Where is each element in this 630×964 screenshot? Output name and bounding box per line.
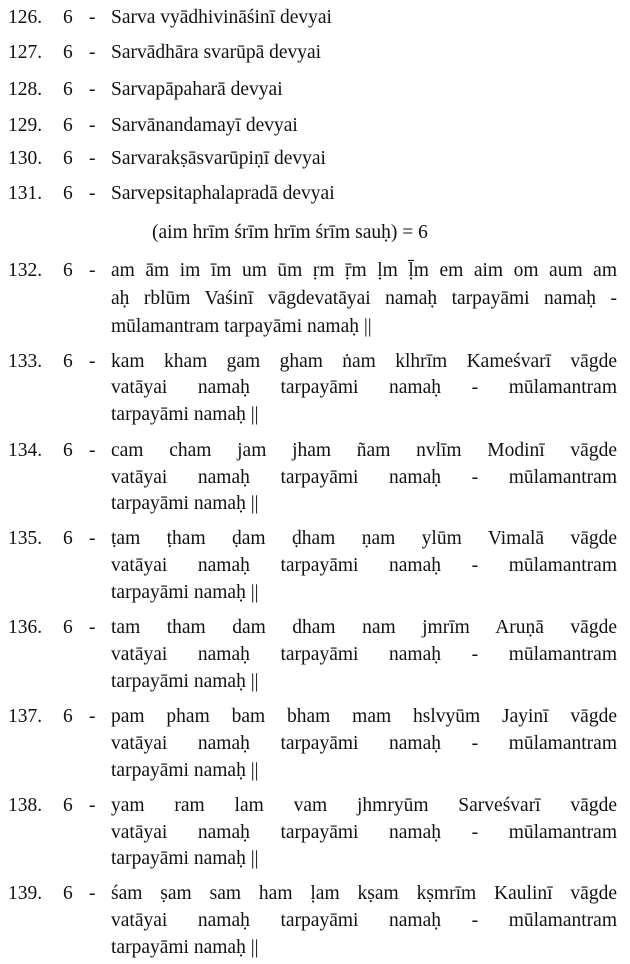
entry-line: yam ram lam vam jhmryūm Sarveśvarī vāgde (111, 795, 617, 816)
entry-dash: - (89, 148, 96, 169)
entry-count: 6 (63, 795, 73, 816)
entry-dash: - (89, 351, 96, 372)
entry-dash: - (89, 115, 96, 136)
entry-number: 138. (8, 795, 43, 816)
entry-count: 6 (63, 351, 73, 372)
entry-number: 135. (8, 528, 43, 549)
entry-line: vatāyai namaḥ tarpayāmi namaḥ - mūlamantram (111, 467, 617, 488)
entry-count: 6 (63, 115, 73, 136)
entry-line: kam kham gam gham ṅam klhrīm Kameśvarī vāgde (111, 351, 617, 372)
entry-count: 6 (63, 706, 73, 727)
entry-count: 6 (63, 440, 73, 461)
entry-dash: - (89, 440, 96, 461)
entry-dash: - (89, 42, 96, 63)
entry-number: 139. (8, 883, 43, 904)
entry-text: Sarvānandamayī devyai (111, 115, 298, 136)
entry-number: 126. (8, 7, 43, 28)
entry-line: pam pham bam bham mam hslvyūm Jayinī vāgde (111, 706, 617, 727)
entry-number: 136. (8, 617, 43, 638)
entry-line: śam ṣam sam ham ḷam kṣam kṣmrīm Kaulinī vāgde (111, 883, 617, 904)
entry-count: 6 (63, 183, 73, 204)
entry-dash: - (89, 706, 96, 727)
entry-count: 6 (63, 883, 73, 904)
entry-line: tarpayāmi namaḥ || (111, 937, 259, 958)
entry-line: vatāyai namaḥ tarpayāmi namaḥ - mūlamantram (111, 644, 617, 665)
entry-line: tarpayāmi namaḥ || (111, 404, 259, 425)
entry-count: 6 (63, 148, 73, 169)
entry-line: ṭam ṭham ḍam ḍham ṇam ylūm Vimalā vāgde (111, 528, 617, 549)
entry-dash: - (89, 79, 96, 100)
entry-count: 6 (63, 260, 73, 281)
entry-text: Sarva vyādhivināśinī devyai (111, 7, 332, 28)
entry-number: 128. (8, 79, 43, 100)
entry-line: aḥ rblūm Vaśinī vāgdevatāyai namaḥ tarpayāmi namaḥ - (111, 288, 617, 309)
entry-text: Sarvepsitaphalapradā devyai (111, 183, 335, 204)
entry-line: cam cham jam jham ñam nvlīm Modinī vāgde (111, 440, 617, 461)
entry-dash: - (89, 260, 96, 281)
entry-number: 127. (8, 42, 43, 63)
mantra-text: (aim hrīm śrīm hrīm śrīm sauḥ) = 6 (152, 222, 428, 243)
entry-dash: - (89, 883, 96, 904)
entry-line: tarpayāmi namaḥ || (111, 671, 259, 692)
entry-count: 6 (63, 79, 73, 100)
entry-line: vatāyai namaḥ tarpayāmi namaḥ - mūlamantram (111, 555, 617, 576)
entry-number: 137. (8, 706, 43, 727)
entry-dash: - (89, 795, 96, 816)
entry-line: tarpayāmi namaḥ || (111, 848, 259, 869)
entry-line: tarpayāmi namaḥ || (111, 760, 259, 781)
entry-line: tam tham dam dham nam jmrīm Aruṇā vāgde (111, 617, 617, 638)
entry-number: 134. (8, 440, 43, 461)
entry-dash: - (89, 617, 96, 638)
entry-dash: - (89, 183, 96, 204)
entry-count: 6 (63, 528, 73, 549)
entry-line: vatāyai namaḥ tarpayāmi namaḥ - mūlamantram (111, 377, 617, 398)
entry-count: 6 (63, 42, 73, 63)
entry-number: 132. (8, 260, 43, 281)
entry-line: vatāyai namaḥ tarpayāmi namaḥ - mūlamantram (111, 733, 617, 754)
entry-number: 131. (8, 183, 43, 204)
entry-dash: - (89, 7, 96, 28)
entry-line: tarpayāmi namaḥ || (111, 582, 259, 603)
entry-line: vatāyai namaḥ tarpayāmi namaḥ - mūlamantram (111, 910, 617, 931)
entry-line: vatāyai namaḥ tarpayāmi namaḥ - mūlamantram (111, 822, 617, 843)
entry-count: 6 (63, 617, 73, 638)
entry-number: 129. (8, 115, 43, 136)
entry-dash: - (89, 528, 96, 549)
entry-number: 133. (8, 351, 43, 372)
entry-count: 6 (63, 7, 73, 28)
entry-text: Sarvādhāra svarūpā devyai (111, 42, 322, 63)
entry-number: 130. (8, 148, 43, 169)
entry-line: am ām im īm um ūm ṛm ṝm ḷm ḹm em aim om aum am (111, 260, 617, 281)
entry-line: mūlamantram tarpayāmi namaḥ || (111, 316, 372, 337)
entry-text: Sarvarakṣāsvarūpiṇī devyai (111, 148, 326, 169)
entry-text: Sarvapāpaharā devyai (111, 79, 283, 100)
entry-line: tarpayāmi namaḥ || (111, 493, 259, 514)
